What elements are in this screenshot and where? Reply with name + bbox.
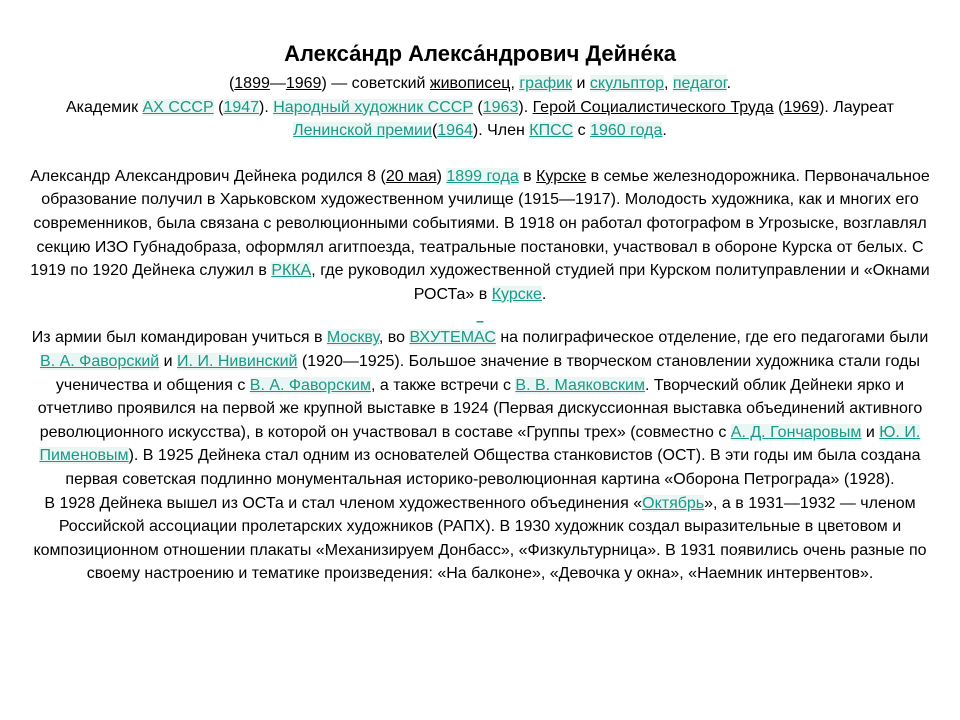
intro-paragraph [30,72,930,143]
link-year-1964[interactable]: 1964 [437,122,473,140]
text: с [573,122,591,140]
text: . [662,122,667,140]
link-year-1947[interactable]: 1947 [223,98,260,116]
biography-paragraph-2 [30,326,930,491]
spacer [30,143,930,165]
biography-paragraph-3 [30,492,930,586]
link-october-group[interactable]: Октябрь [642,494,705,512]
text: В 1928 Дейнека вышел из ОСТа и стал членом художественного объединения « [44,494,643,512]
link-year-1960[interactable]: 1960 года [590,122,663,140]
page-title: Алекса́ндр Алекса́ндрович Дейне́ка [284,41,676,66]
text: ) [436,167,447,185]
link-mayakovsky[interactable]: В. В. Маяковским [515,376,645,394]
link-favorsky[interactable]: В. А. Фаворский [40,352,160,370]
link-death-year[interactable]: 1969 [285,75,322,92]
text: », а в 1931—1932 — членом Российской ассоциации пролетарских художников (РАПХ). В 1930 художник создал выразительные в цветовом и композиционном отношении плакаты «Механизируем Донбасс», «Физкультурница». В 1931 появились очень разные по своему настроению и тематике произведения: «На балконе», «Девочка у окна», «Наемник интервентов». [33,494,927,583]
text: . [541,285,547,303]
text: , [664,75,673,92]
link-rkka[interactable]: РККА [271,262,312,280]
link-painter[interactable]: живописец [429,75,511,92]
link-sculptor[interactable]: скульптор [589,75,664,92]
anchor-link[interactable]: _ [476,309,484,324]
text: ). [259,98,274,116]
text: и [159,352,178,370]
link-graphic-artist[interactable]: график [519,75,573,92]
link-cpsu[interactable]: КПСС [529,122,574,140]
link-moscow[interactable]: Москву [326,329,379,347]
text: . [726,75,732,92]
link-peoples-artist[interactable]: Народный художник СССР [273,98,473,116]
link-pimenov[interactable]: Ю. И. Пименовым [39,423,921,465]
text: и [572,75,590,92]
text: ( [472,98,483,116]
link-may-20[interactable]: 20 мая [385,167,437,185]
link-hero-of-labour[interactable]: Герой Социалистического Труда [532,98,774,116]
link-year-1963[interactable]: 1963 [482,98,519,116]
anchor-line [30,306,930,326]
text: и [861,423,880,441]
text: ) — советский [321,75,430,92]
text: (1920—1925). Большое значение в творческом становлении художника стали годы ученичества и общения с [55,352,920,394]
text: ( [228,75,235,92]
text: ( [213,98,224,116]
text: Из армии был командирован учиться в [31,329,327,347]
text: . Творческий облик Дейнеки ярко и отчетливо проявился на первой же крупной выставке в 1924 (Первая дискуссионная выставка объединений активного революционного искусства), в которой он участвовал в составе «Группы трех» (совместно с [37,376,923,441]
text: в [518,167,537,185]
link-kursk-2[interactable]: Курске [491,285,542,303]
link-favorsky-2[interactable]: В. А. Фаворским [249,376,372,394]
text: Академик [65,98,143,116]
biography-paragraph-1 [30,165,930,307]
link-goncharov[interactable]: А. Д. Гончаровым [730,423,862,441]
text: , а также встречи с [371,376,516,394]
link-academy-of-arts[interactable]: АХ СССР [142,98,214,116]
link-year-1969[interactable]: 1969 [783,98,820,116]
link-kursk[interactable]: Курске [536,167,587,185]
text: — [269,75,286,92]
text: , во [378,329,410,347]
link-vkhutemas[interactable]: ВХУТЕМАС [409,329,496,347]
link-year-1899[interactable]: 1899 года [446,167,519,185]
text: , [510,75,520,92]
article-body [30,40,930,586]
text: в семье железнодорожника. Первоначальное образование получил в Харьковском художественном училище (1915—1917). Молодость художника, как и многих его современников, была связана с революционными событиями. В 1918 он работал фотографом в Угрозыске, возглавлял секцию ИЗО Губнадобраза, оформлял агитпоезда, театральные постановки, участвовал в обороне Курска от белых. С 1919 по 1920 Дейнека служил в [30,167,930,280]
link-lenin-prize[interactable]: Ленинской премии [293,122,432,140]
text: ( [773,98,784,116]
text: , где руководил художественной студией при Курском политуправлении и «Окнами РОСТа» в [311,262,930,303]
text: ). [518,98,533,116]
text: на полиграфическое отделение, где его педагогами были [495,329,929,347]
text: ( [431,122,438,140]
link-teacher[interactable]: педагог [672,75,727,92]
text: Александр Александрович Дейнека родился 8 ( [30,167,386,185]
text: ). В 1925 Дейнека стал одним из основателей Общества станковистов (ОСТ). В эти годы им была создана первая советская подлинно монументальная историко-революционная картина «Оборона Петрограда» (1928). [65,447,921,488]
text: ). Член [472,122,530,140]
text: ). Лауреат [819,98,894,116]
link-birth-year[interactable]: 1899 [234,75,270,92]
link-nivinsky[interactable]: И. И. Нивинский [177,352,298,370]
